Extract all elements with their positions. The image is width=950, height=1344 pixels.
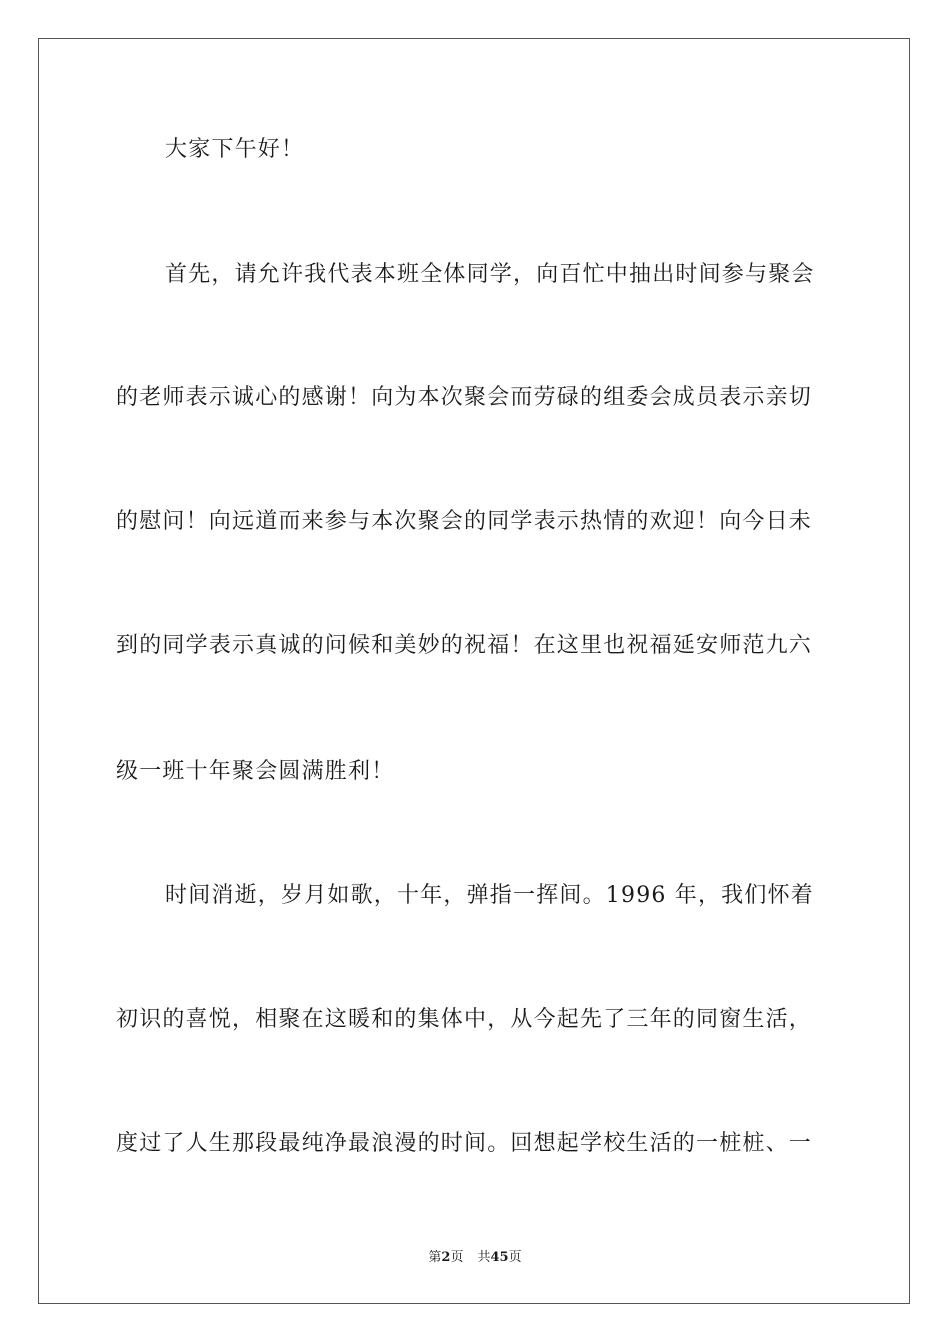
paragraph-line: 初识的喜悦，相聚在这暖和的集体中，从今起先了三年的同窗生活， (116, 1007, 813, 1032)
paragraph-line: 大家下午好！ (165, 137, 305, 162)
total-suffix: 页 (508, 1250, 522, 1265)
paragraph-line: 首先，请允许我代表本班全体同学，向百忙中抽出时间参与聚会 (165, 262, 815, 287)
paragraph-line: 的老师表示诚心的感谢！向为本次聚会而劳碌的组委会成员表示亲切 (116, 385, 813, 410)
paragraph-line: 度过了人生那段最纯净最浪漫的时间。回想起学校生活的一桩桩、一 (116, 1131, 813, 1156)
paragraph-line: 级一班十年聚会圆满胜利！ (116, 759, 395, 784)
paragraph-line: 到的同学表示真诚的问候和美妙的祝福！在这里也祝福延安师范九六 (116, 633, 813, 658)
paragraph-line: 的慰问！向远道而来参与本次聚会的同学表示热情的欢迎！向今日未 (116, 509, 813, 534)
page-number: 2 (441, 1250, 451, 1265)
page-frame (38, 38, 910, 1304)
page-suffix: 页 (450, 1250, 464, 1265)
paragraph-line: 时间消逝，岁月如歌，十年，弹指一挥间。1996 年，我们怀着 (165, 883, 814, 908)
total-prefix: 共 (477, 1250, 491, 1265)
page-footer (0, 1246, 950, 1265)
page-prefix: 第 (428, 1250, 442, 1265)
total-pages: 45 (490, 1250, 509, 1265)
